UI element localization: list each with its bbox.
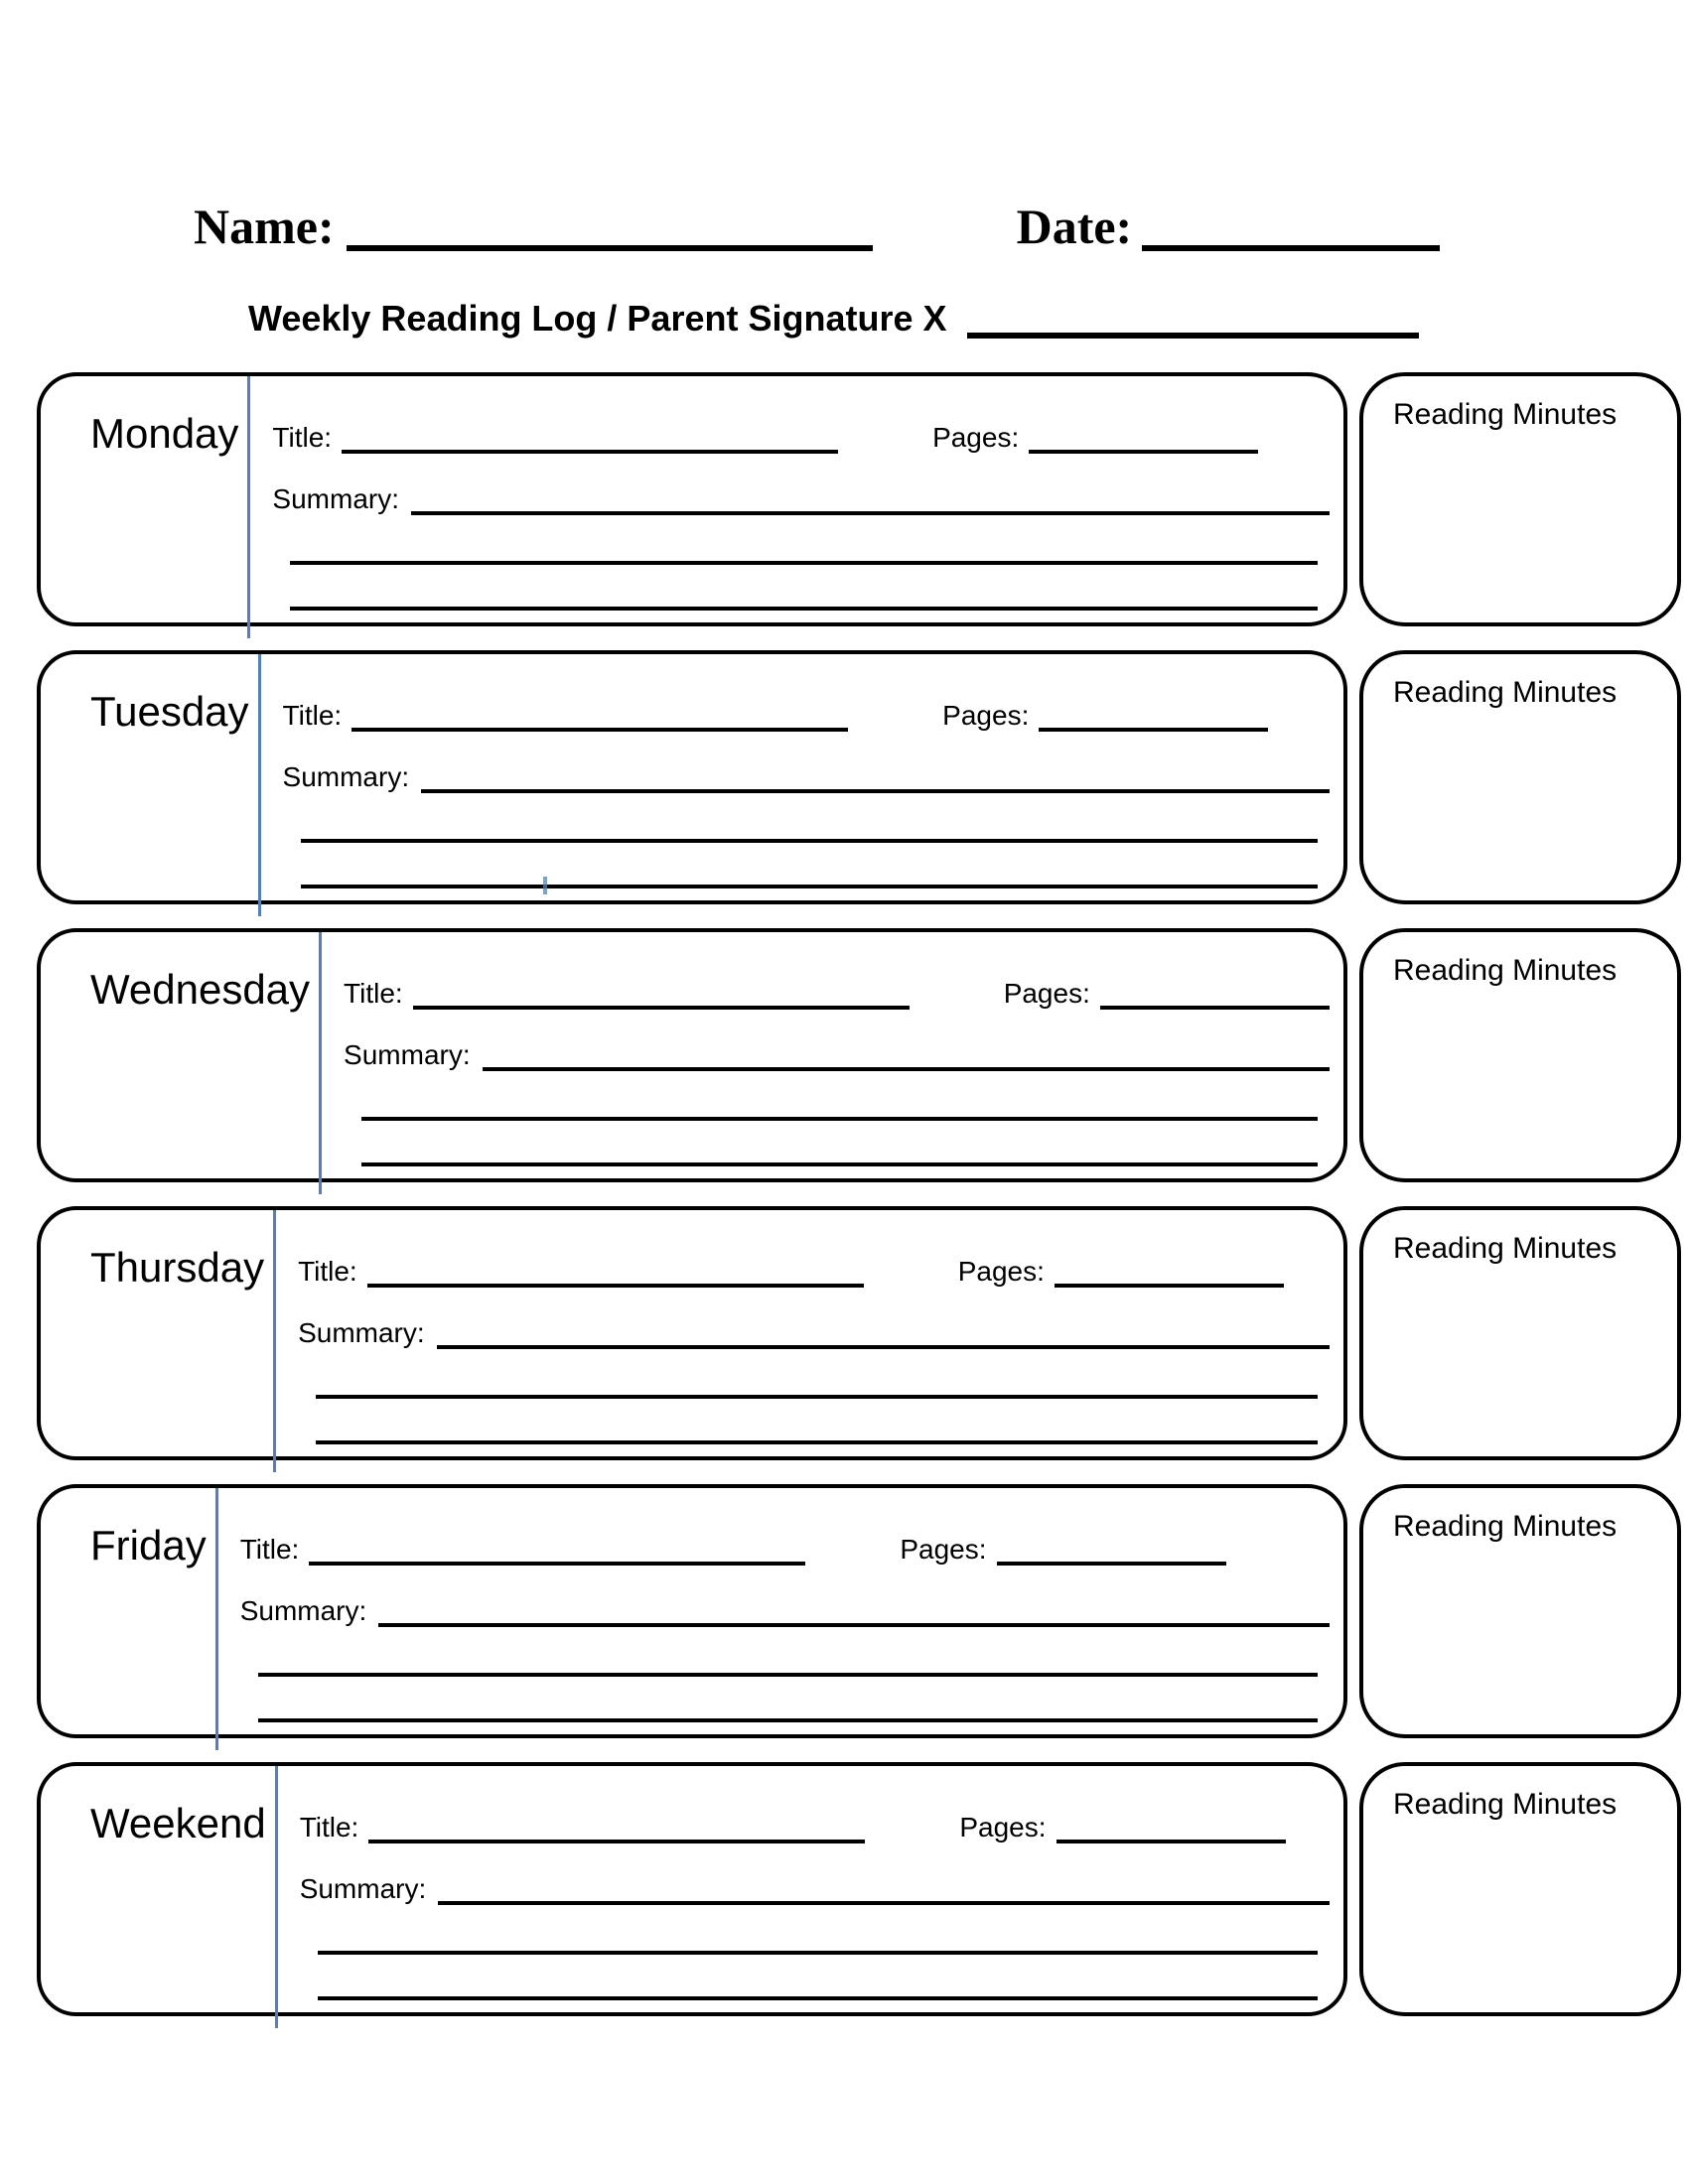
reading-minutes-box xyxy=(1359,650,1681,904)
reading-minutes-label: Reading Minutes xyxy=(1393,1788,1618,1821)
day-entry-box xyxy=(37,928,1347,1182)
day-entry-box xyxy=(37,1484,1347,1738)
day-rows xyxy=(0,372,1688,2016)
entry-fields xyxy=(278,1766,1343,2012)
entry-fields xyxy=(250,376,1343,622)
day-label: Monday xyxy=(90,410,239,457)
day-label: Thursday xyxy=(90,1244,265,1291)
reading-minutes-box xyxy=(1359,928,1681,1182)
entry-fields xyxy=(322,932,1343,1178)
day-entry-box xyxy=(37,1206,1347,1460)
name-blank-line xyxy=(347,241,873,251)
day-row-monday xyxy=(37,372,1688,626)
day-label: Tuesday xyxy=(90,688,249,735)
reading-minutes-label: Reading Minutes xyxy=(1393,398,1618,431)
pages-label: Pages: xyxy=(900,1533,987,1565)
summary-label: Summary: xyxy=(239,1594,367,1626)
entry-fields xyxy=(261,654,1343,900)
reading-minutes-label: Reading Minutes xyxy=(1393,1510,1618,1543)
day-row-wednesday xyxy=(37,928,1688,1182)
writing-line xyxy=(301,885,1318,888)
title-label: Title: xyxy=(272,421,333,453)
name-label: Name: xyxy=(194,199,335,254)
reading-minutes-label: Reading Minutes xyxy=(1393,676,1618,709)
date-label: Date: xyxy=(1016,199,1133,254)
day-label: Friday xyxy=(90,1522,207,1569)
day-entry-box xyxy=(37,372,1347,626)
summary-label: Summary: xyxy=(282,760,410,792)
reading-minutes-box xyxy=(1359,1206,1681,1460)
reading-minutes-box xyxy=(1359,1762,1681,2016)
day-row-tuesday xyxy=(37,650,1688,904)
stray-blue-tick-mark xyxy=(543,877,547,894)
date-blank-line xyxy=(1142,241,1440,251)
writing-line xyxy=(290,607,1318,611)
day-label: Wednesday xyxy=(90,966,311,1013)
reading-minutes-box xyxy=(1359,1484,1681,1738)
parent-signature-line xyxy=(967,329,1419,339)
sheet-title-line xyxy=(248,291,1688,339)
title-label: Title: xyxy=(239,1533,300,1565)
pages-label: Pages: xyxy=(1003,977,1090,1009)
title-label: Title: xyxy=(344,977,403,1009)
day-row-thursday xyxy=(37,1206,1688,1460)
summary-label: Summary: xyxy=(298,1316,425,1348)
writing-line xyxy=(361,1162,1318,1166)
title-label: Title: xyxy=(299,1811,359,1843)
pages-label: Pages: xyxy=(932,421,1020,453)
pages-label: Pages: xyxy=(957,1255,1045,1287)
entry-fields xyxy=(276,1210,1343,1456)
reading-minutes-box xyxy=(1359,372,1681,626)
summary-label: Summary: xyxy=(299,1872,427,1904)
name-date-line xyxy=(194,199,1688,254)
day-entry-box xyxy=(37,1762,1347,2016)
writing-line xyxy=(316,1440,1318,1444)
summary-label: Summary: xyxy=(344,1038,471,1070)
title-label: Title: xyxy=(282,699,343,731)
entry-fields xyxy=(218,1488,1343,1734)
day-entry-box xyxy=(37,650,1347,904)
pages-label: Pages: xyxy=(959,1811,1047,1843)
reading-minutes-label: Reading Minutes xyxy=(1393,954,1618,987)
writing-line xyxy=(318,1996,1318,2000)
writing-line xyxy=(258,1718,1318,1722)
pages-label: Pages: xyxy=(942,699,1030,731)
sheet-title: Weekly Reading Log / Parent Signature X xyxy=(248,298,947,340)
day-label: Weekend xyxy=(90,1800,266,1846)
title-label: Title: xyxy=(298,1255,357,1287)
reading-minutes-label: Reading Minutes xyxy=(1393,1232,1618,1265)
day-row-weekend xyxy=(37,1762,1688,2016)
day-row-friday xyxy=(37,1484,1688,1738)
summary-label: Summary: xyxy=(272,482,399,514)
